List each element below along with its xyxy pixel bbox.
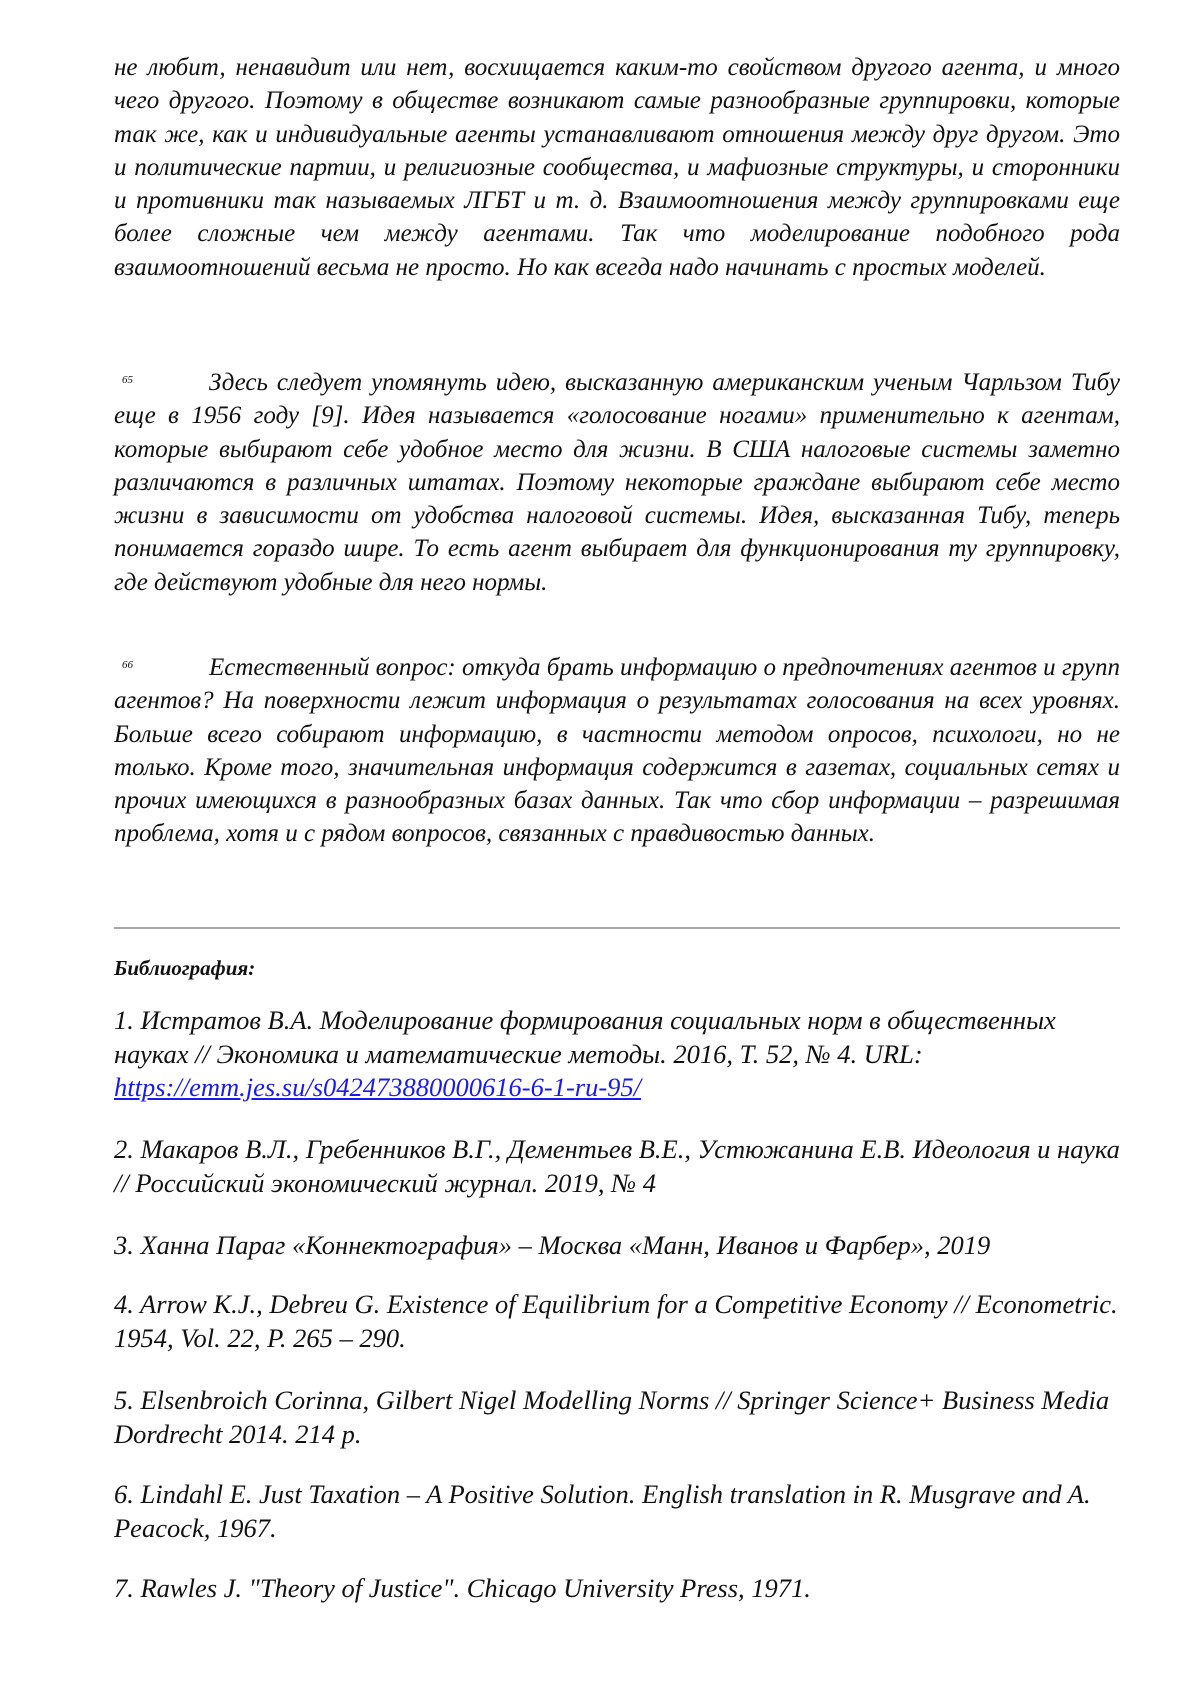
bibliography-text: 7. Rawles J. "Theory of Justice". Chicago University Press, 1971. [114, 1572, 1120, 1606]
bibliography-text: 1. Истратов В.А. Моделирование формирования социальных норм в общественных науках // Экономика и математические методы. 2016, Т. 52, № 4. URL: [114, 1005, 1056, 1069]
bibliography-text: 6. Lindahl E. Just Taxation – A Positive Solution. English translation in R. Musgrave and A. Peacock, 1967. [114, 1478, 1120, 1545]
bibliography-item [114, 1004, 1120, 1105]
bibliography-item [114, 1288, 1120, 1355]
bibliography-title: Библиография: [114, 956, 255, 980]
paragraph-66 [114, 651, 1120, 851]
bibliography-item [114, 1572, 1120, 1606]
bibliography-item [114, 1229, 1120, 1263]
paragraph-number: 65 [114, 364, 209, 397]
bibliography-text: 4. Arrow K.J., Debreu G. Existence of Equilibrium for a Competitive Economy // Econometric. 1954, Vol. 22, P. 265 – 290. [114, 1288, 1120, 1355]
paragraph-continued [114, 51, 1120, 284]
bibliography-text: 5. Elsenbroich Corinna, Gilbert Nigel Modelling Norms // Springer Science+ Business Media Dordrecht 2014. 214 p. [114, 1384, 1120, 1451]
paragraph-text: Здесь следует упомянуть идею, высказанную американским ученым Чарльзом Тибу еще в 1956 году [9]. Идея называется «голосование ногами» применительно к агентам, которые выбирают себе удобное место для жизни. В США налоговые системы заметно различаются в различных штатах. Поэтому некоторые граждане выбирают себе место жизни в зависимости от удобства налоговой системы. Идея, высказанная Тибу, теперь понимается гораздо шире. То есть агент выбирает для функционирования ту группировку, где действуют удобные для него нормы. [114, 369, 1120, 596]
bibliography-item [114, 1133, 1120, 1200]
bibliography-item [114, 1384, 1120, 1451]
bibliography-link[interactable]: https://emm.jes.su/s042473880000616-6-1-ru-95/ [114, 1072, 641, 1102]
paragraph-number: 66 [114, 649, 209, 682]
bibliography-text: 3. Ханна Параг «Коннектография» – Москва «Манн, Иванов и Фарбер», 2019 [114, 1229, 1120, 1263]
bibliography-item [114, 1478, 1120, 1545]
paragraph-text: не любит, ненавидит или нет, восхищается каким-то свойством другого агента, и много чего другого. Поэтому в обществе возникают самые разнообразные группировки, которые так же, как и индивидуальные агенты устанавливают отношения между друг другом. Это и политические партии, и религиозные сообщества, и мафиозные структуры, и сторонники и противники так называемых ЛГБТ и т. д. Взаимоотношения между группировками еще более сложные чем между агентами. Так что моделирование подобного рода взаимоотношений весьма не просто. Но как всегда надо начинать с простых моделей. [114, 51, 1120, 284]
paragraph-text: Естественный вопрос: откуда брать информацию о предпочтениях агентов и групп агентов? На поверхности лежит информация о результатах голосования на всех уровнях. Больше всего собирают информацию, в частности методом опросов, психологи, но не только. Кроме того, значительная информация содержится в газетах, социальных сетях и прочих имеющихся в разнообразных базах данных. Так что сбор информации – разрешимая проблема, хотя и с рядом вопросов, связанных с правдивостью данных. [114, 654, 1120, 847]
section-divider [114, 927, 1120, 929]
bibliography-text: 2. Макаров В.Л., Гребенников В.Г., Дементьев В.Е., Устюжанина Е.В. Идеология и наука // Российский экономический журнал. 2019, № 4 [114, 1133, 1120, 1200]
bibliography-heading [114, 956, 1120, 981]
paragraph-65 [114, 366, 1120, 599]
